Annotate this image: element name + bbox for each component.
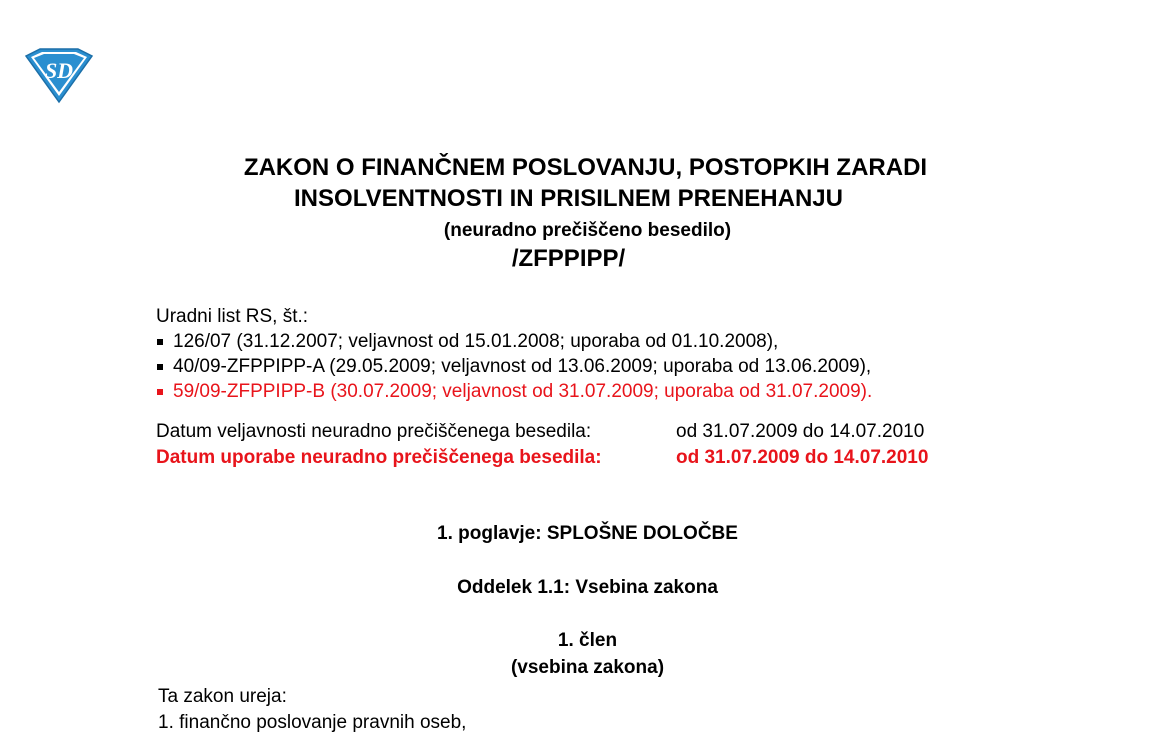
validity-date-label: Datum veljavnosti neuradno prečiščenega besedila: [156, 421, 592, 442]
article-point-1: 1. finančno poslovanje pravnih oseb, [158, 712, 467, 733]
chapter-heading: 1. poglavje: SPLOŠNE DOLOČBE [437, 523, 738, 544]
validity-date-value: od 31.07.2009 do 14.07.2010 [676, 421, 925, 442]
gazette-item: 126/07 (31.12.2007; veljavnost od 15.01.2008; uporaba od 01.10.2008), [156, 329, 872, 354]
gazette-heading: Uradni list RS, št.: [156, 306, 309, 327]
gazette-item-highlighted: 59/09-ZFPPIPP-B (30.07.2009; veljavnost od 31.07.2009; uporaba od 31.07.2009). [156, 379, 872, 404]
sd-shield-logo-icon [22, 48, 96, 104]
gazette-item: 40/09-ZFPPIPP-A (29.05.2009; veljavnost od 13.06.2009; uporaba od 13.06.2009), [156, 354, 872, 379]
article-intro: Ta zakon ureja: [158, 686, 287, 707]
article-number: 1. člen [557, 630, 618, 651]
article-title: (vsebina zakona) [510, 657, 665, 678]
svg-text:SD: SD [44, 58, 74, 83]
gazette-list [156, 304, 872, 404]
subsection-heading: Oddelek 1.1: Vsebina zakona [457, 577, 718, 598]
article-body [158, 684, 466, 736]
application-date-label: Datum uporabe neuradno prečiščenega besedila: [156, 447, 602, 468]
document-subtitle: (neuradno prečiščeno besedilo) [443, 220, 732, 241]
document-title-line-1: ZAKON O FINANČNEM POSLOVANJU, POSTOPKIH ZARADI [243, 154, 928, 181]
document-abbreviation: /ZFPPIPP/ [511, 245, 626, 272]
document-title-line-2: INSOLVENTNOSTI IN PRISILNEM PRENEHANJU [294, 185, 843, 212]
application-date-value: od 31.07.2009 do 14.07.2010 [676, 447, 929, 468]
